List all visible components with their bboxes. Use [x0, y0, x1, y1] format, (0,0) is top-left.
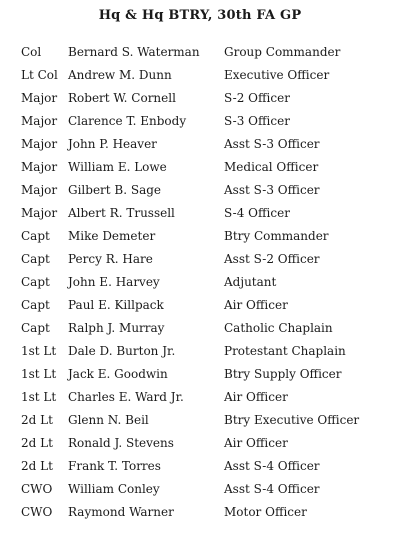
roster-row — [0, 363, 400, 386]
roster-row — [0, 225, 400, 248]
officer-name: Charles E. Ward Jr. — [68, 390, 184, 404]
officer-rank: CWO — [21, 482, 53, 496]
officer-position: S-3 Officer — [224, 114, 290, 128]
officer-name: Clarence T. Enbody — [68, 114, 187, 128]
officer-name: Jack E. Goodwin — [68, 367, 168, 381]
officer-rank: 1st Lt — [21, 344, 57, 358]
officer-position: Asst S-2 Officer — [224, 252, 320, 266]
officer-rank: CWO — [21, 505, 53, 519]
officer-name: Glenn N. Beil — [68, 413, 149, 427]
officer-position: Group Commander — [224, 45, 341, 59]
roster-row — [0, 202, 400, 225]
roster-row — [0, 409, 400, 432]
officer-position: Asst S-3 Officer — [224, 183, 320, 197]
roster-row — [0, 87, 400, 110]
officer-name: Albert R. Trussell — [68, 206, 175, 220]
officer-position: Protestant Chaplain — [224, 344, 346, 358]
officer-position: Btry Supply Officer — [224, 367, 342, 381]
officer-position: Btry Commander — [224, 229, 329, 243]
officer-position: Asst S-4 Officer — [224, 459, 320, 473]
roster-row — [0, 478, 400, 501]
page-title: Hq & Hq BTRY, 30th FA GP — [98, 8, 302, 23]
officer-position: S-2 Officer — [224, 91, 290, 105]
officer-name: Ronald J. Stevens — [68, 436, 174, 450]
officer-rank: Capt — [21, 298, 50, 312]
roster-row — [0, 179, 400, 202]
officer-roster — [0, 41, 400, 524]
officer-position: Air Officer — [224, 390, 288, 404]
officer-name: Mike Demeter — [68, 229, 156, 243]
officer-rank: Major — [21, 114, 58, 128]
officer-rank: 2d Lt — [21, 413, 53, 427]
officer-rank: Major — [21, 91, 58, 105]
officer-name: Frank T. Torres — [68, 459, 161, 473]
officer-rank: Major — [21, 160, 58, 174]
officer-rank: Capt — [21, 252, 50, 266]
roster-row — [0, 41, 400, 64]
officer-position: Adjutant — [224, 275, 277, 289]
officer-name: John P. Heaver — [68, 137, 157, 151]
roster-row — [0, 248, 400, 271]
officer-rank: 1st Lt — [21, 367, 57, 381]
officer-name: Gilbert B. Sage — [68, 183, 162, 197]
roster-row — [0, 317, 400, 340]
roster-row — [0, 156, 400, 179]
officer-name: Paul E. Killpack — [68, 298, 164, 312]
officer-rank: 2d Lt — [21, 459, 53, 473]
officer-position: Air Officer — [224, 436, 288, 450]
officer-name: John E. Harvey — [68, 275, 160, 289]
roster-row — [0, 340, 400, 363]
officer-rank: Major — [21, 137, 58, 151]
roster-row — [0, 455, 400, 478]
officer-rank: Capt — [21, 229, 50, 243]
officer-rank: 1st Lt — [21, 390, 57, 404]
officer-name: William E. Lowe — [68, 160, 167, 174]
officer-name: William Conley — [68, 482, 160, 496]
officer-name: Raymond Warner — [68, 505, 174, 519]
officer-rank: Lt Col — [21, 68, 58, 82]
officer-position: Motor Officer — [224, 505, 307, 519]
roster-row — [0, 133, 400, 156]
officer-position: Medical Officer — [224, 160, 319, 174]
roster-row — [0, 294, 400, 317]
officer-position: Asst S-3 Officer — [224, 137, 320, 151]
officer-position: S-4 Officer — [224, 206, 290, 220]
officer-position: Asst S-4 Officer — [224, 482, 320, 496]
roster-row — [0, 271, 400, 294]
roster-row — [0, 386, 400, 409]
officer-position: Air Officer — [224, 298, 288, 312]
roster-row — [0, 501, 400, 524]
officer-name: Andrew M. Dunn — [68, 68, 172, 82]
officer-name: Dale D. Burton Jr. — [68, 344, 176, 358]
officer-rank: Major — [21, 206, 58, 220]
officer-position: Executive Officer — [224, 68, 330, 82]
roster-row — [0, 432, 400, 455]
officer-rank: Capt — [21, 275, 50, 289]
officer-name: Bernard S. Waterman — [68, 45, 200, 59]
officer-rank: Col — [21, 45, 42, 59]
officer-rank: Major — [21, 183, 58, 197]
roster-row — [0, 64, 400, 87]
officer-name: Robert W. Cornell — [68, 91, 176, 105]
officer-name: Ralph J. Murray — [68, 321, 165, 335]
officer-rank: 2d Lt — [21, 436, 53, 450]
roster-row — [0, 110, 400, 133]
officer-position: Catholic Chaplain — [224, 321, 333, 335]
officer-rank: Capt — [21, 321, 50, 335]
officer-position: Btry Executive Officer — [224, 413, 360, 427]
officer-name: Percy R. Hare — [68, 252, 153, 266]
